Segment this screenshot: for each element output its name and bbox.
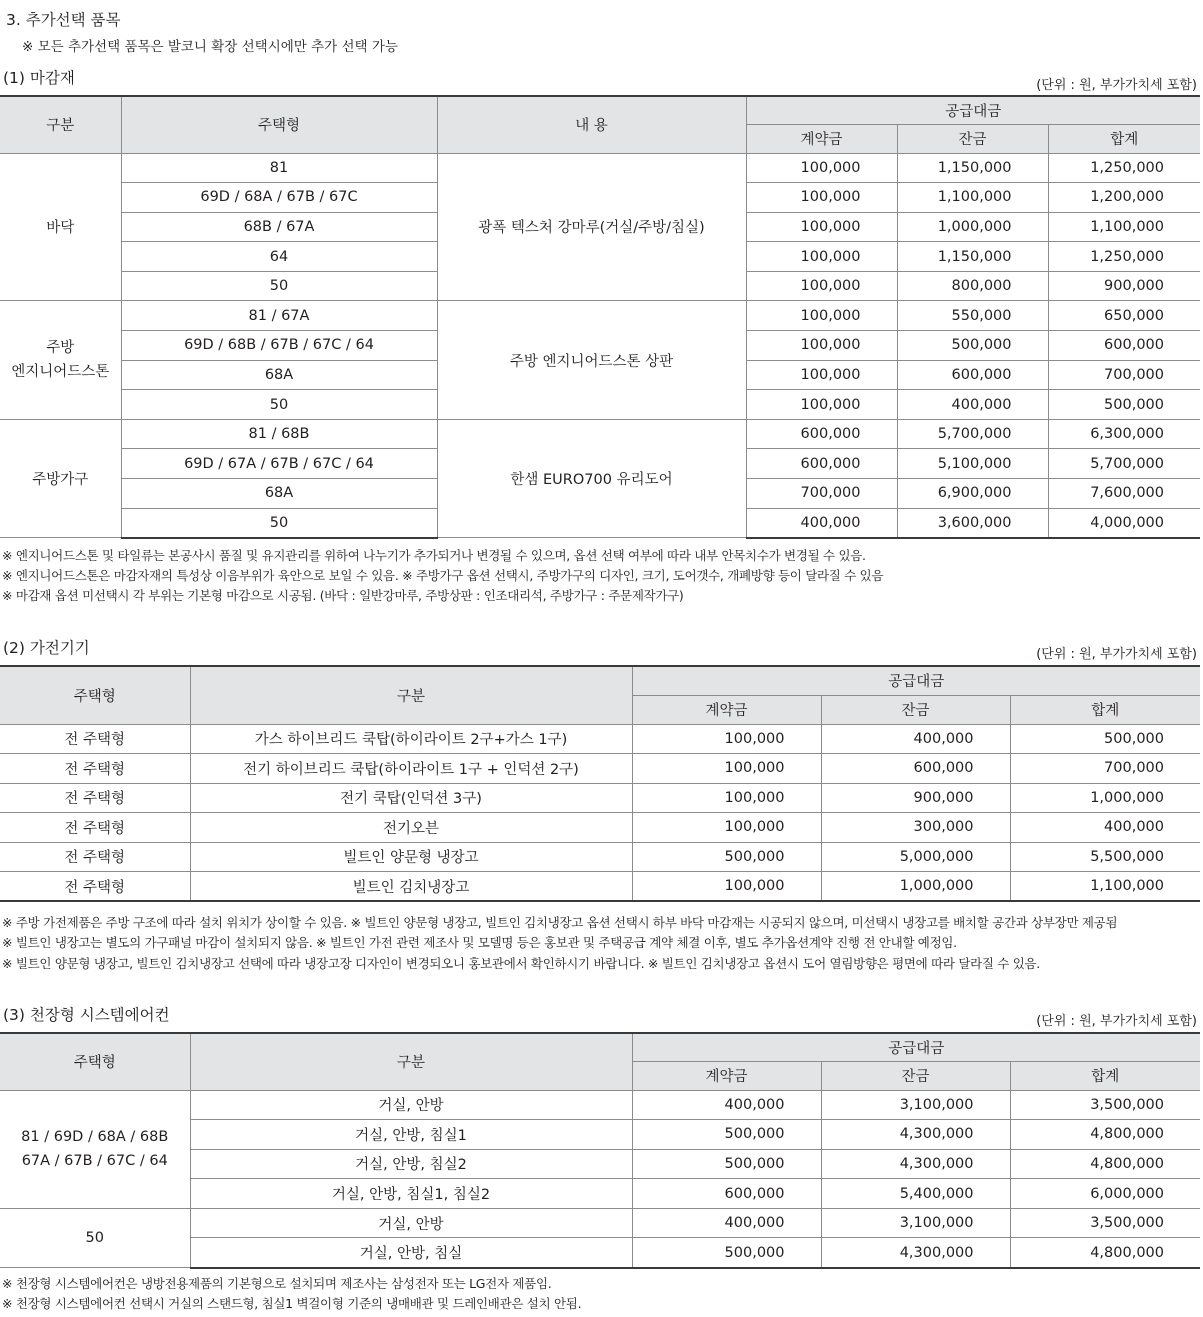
total-cell: 500,000 xyxy=(1048,390,1200,420)
finishes-table xyxy=(0,95,1200,539)
balance-cell: 3,600,000 xyxy=(897,508,1048,538)
contract-cell: 100,000 xyxy=(632,813,821,843)
content-cell: 주방 엔지니어드스톤 상판 xyxy=(437,301,746,419)
footnote: ※ 엔지니어드스톤 및 타일류는 본공사시 품질 및 유지관리를 위하여 나누기가 추가되거나 변경될 수 있으며, 옵션 선택 여부에 따라 내부 안목치수가 변경될 수 있음. xyxy=(2,548,866,563)
header-supply-price: 공급대금 xyxy=(746,96,1200,124)
header-contract: 계약금 xyxy=(746,124,897,153)
contract-cell: 100,000 xyxy=(746,360,897,390)
header-balance: 잔금 xyxy=(821,1061,1010,1090)
contract-cell: 100,000 xyxy=(632,783,821,813)
section-title-air-conditioner: (3) 천장형 시스템에어컨 xyxy=(3,1006,170,1024)
unit-type-cell: 68B / 67A xyxy=(121,212,437,242)
total-cell: 900,000 xyxy=(1048,271,1200,301)
contract-cell: 500,000 xyxy=(632,1238,821,1268)
contract-cell: 500,000 xyxy=(632,842,821,872)
contract-cell: 700,000 xyxy=(746,479,897,509)
unit-type-cell: 전 주택형 xyxy=(0,724,190,754)
contract-cell: 600,000 xyxy=(746,449,897,479)
unit-type-cell: 81 / 67A xyxy=(121,301,437,331)
balance-cell: 1,000,000 xyxy=(897,212,1048,242)
contract-cell: 100,000 xyxy=(746,331,897,361)
balance-cell: 5,400,000 xyxy=(821,1179,1010,1209)
total-cell: 4,800,000 xyxy=(1010,1120,1200,1150)
item-cell: 거실, 안방, 침실1, 침실2 xyxy=(190,1179,632,1209)
category-line: 엔지니어드스톤 xyxy=(11,364,110,381)
category-line: 주방 xyxy=(46,340,75,357)
unit-type-cell: 전 주택형 xyxy=(0,813,190,843)
section-title-finishes: (1) 마감재 xyxy=(3,69,75,87)
header-balance: 잔금 xyxy=(821,695,1010,724)
unit-type-cell: 전 주택형 xyxy=(0,783,190,813)
header-category: 구분 xyxy=(190,666,632,724)
appliances-table xyxy=(0,665,1200,902)
category-cell: 주방가구 xyxy=(0,419,121,537)
air-conditioner-table xyxy=(0,1032,1200,1269)
unit-type-cell: 64 xyxy=(121,242,437,272)
balance-cell: 300,000 xyxy=(821,813,1010,843)
total-cell: 3,500,000 xyxy=(1010,1090,1200,1120)
section-title-appliances: (2) 가전기기 xyxy=(3,639,90,657)
contract-cell: 100,000 xyxy=(632,872,821,902)
total-cell: 7,600,000 xyxy=(1048,479,1200,509)
header-total: 합계 xyxy=(1010,1061,1200,1090)
total-cell: 1,100,000 xyxy=(1010,872,1200,902)
total-cell: 700,000 xyxy=(1010,754,1200,784)
unit-type-cell: 50 xyxy=(121,271,437,301)
balance-cell: 5,000,000 xyxy=(821,842,1010,872)
total-cell: 1,250,000 xyxy=(1048,153,1200,183)
table-row xyxy=(0,754,1200,784)
contract-cell: 100,000 xyxy=(746,212,897,242)
unit-type-cell xyxy=(0,1090,190,1208)
table-row xyxy=(0,419,1200,449)
item-cell: 빌트인 김치냉장고 xyxy=(190,872,632,902)
balance-cell: 800,000 xyxy=(897,271,1048,301)
unit-label: (단위 : 원, 부가가치세 포함) xyxy=(1036,647,1197,662)
table-row xyxy=(0,153,1200,183)
total-cell: 5,500,000 xyxy=(1010,842,1200,872)
table-row xyxy=(0,301,1200,331)
total-cell: 500,000 xyxy=(1010,724,1200,754)
unit-label: (단위 : 원, 부가가치세 포함) xyxy=(1036,78,1197,93)
item-cell: 거실, 안방, 침실2 xyxy=(190,1149,632,1179)
footnote: ※ 빌트인 냉장고는 별도의 가구패널 마감이 설치되지 않음. ※ 빌트인 가전 관련 제조사 및 모델명 등은 홍보관 및 주택공급 계약 체결 이후, 별도 추가옵션계약 진행 전 안내할 예정임. xyxy=(2,935,957,950)
table-row xyxy=(0,724,1200,754)
balance-cell: 600,000 xyxy=(897,360,1048,390)
balance-cell: 400,000 xyxy=(821,724,1010,754)
header-unit-type: 주택형 xyxy=(0,666,190,724)
item-cell: 전기오븐 xyxy=(190,813,632,843)
balance-cell: 3,100,000 xyxy=(821,1208,1010,1238)
page-title: 3. 추가선택 품목 xyxy=(6,11,121,29)
unit-type-cell: 전 주택형 xyxy=(0,754,190,784)
contract-cell: 100,000 xyxy=(746,183,897,213)
footnote: ※ 천장형 시스템에어컨은 냉방전용제품의 기본형으로 설치되며 제조사는 삼성전자 또는 LG전자 제품임. xyxy=(2,1276,552,1291)
footnote: ※ 엔지니어드스톤은 마감자재의 특성상 이음부위가 육안으로 보일 수 있음. ※ 주방가구 옵션 선택시, 주방가구의 디자인, 크기, 도어갯수, 개폐방향 등이 달라질 수 있음 xyxy=(2,568,884,583)
header-unit-type: 주택형 xyxy=(121,96,437,153)
total-cell: 1,250,000 xyxy=(1048,242,1200,272)
total-cell: 5,700,000 xyxy=(1048,449,1200,479)
contract-cell: 100,000 xyxy=(746,301,897,331)
unit-type-cell: 전 주택형 xyxy=(0,872,190,902)
unit-type-cell: 69D / 68A / 67B / 67C xyxy=(121,183,437,213)
total-cell: 6,000,000 xyxy=(1010,1179,1200,1209)
table-row xyxy=(0,813,1200,843)
unit-type-line: 81 / 69D / 68A / 68B xyxy=(21,1129,169,1146)
balance-cell: 1,000,000 xyxy=(821,872,1010,902)
category-cell: 바닥 xyxy=(0,153,121,301)
unit-type-cell: 전 주택형 xyxy=(0,842,190,872)
table-row xyxy=(0,872,1200,902)
header-total: 합계 xyxy=(1010,695,1200,724)
item-cell: 거실, 안방 xyxy=(190,1090,632,1120)
header-content: 내 용 xyxy=(437,96,746,153)
contract-cell: 100,000 xyxy=(746,242,897,272)
footnote: ※ 천장형 시스템에어컨 선택시 거실의 스탠드형, 침실1 벽걸이형 기준의 냉매배관 및 드레인배관은 설치 안됨. xyxy=(2,1296,582,1311)
item-cell: 전기 하이브리드 쿡탑(하이라이트 1구 + 인덕션 2구) xyxy=(190,754,632,784)
header-supply-price: 공급대금 xyxy=(632,666,1200,695)
contract-cell: 100,000 xyxy=(746,271,897,301)
item-cell: 거실, 안방, 침실1 xyxy=(190,1120,632,1150)
table-row xyxy=(0,783,1200,813)
unit-type-cell: 81 / 68B xyxy=(121,419,437,449)
unit-type-cell: 68A xyxy=(121,479,437,509)
unit-type-cell: 50 xyxy=(121,508,437,538)
footnote: ※ 빌트인 양문형 냉장고, 빌트인 김치냉장고 선택에 따라 냉장고장 디자인이 변경되오니 홍보관에서 확인하시기 바랍니다. ※ 빌트인 김치냉장고 옵션시 도어 열림방향은 평면에 따라 달라질 수 있음. xyxy=(2,956,1040,971)
total-cell: 4,000,000 xyxy=(1048,508,1200,538)
footnote: ※ 주방 가전제품은 주방 구조에 따라 설치 위치가 상이할 수 있음. ※ 빌트인 양문형 냉장고, 빌트인 김치냉장고 옵션 선택시 하부 바닥 마감재는 시공되지 않으며, 미선택시 냉장고를 배치할 공간과 상부장만 제공됨 xyxy=(2,915,1118,930)
category-cell xyxy=(0,301,121,419)
contract-cell: 400,000 xyxy=(746,508,897,538)
balance-cell: 3,100,000 xyxy=(821,1090,1010,1120)
balance-cell: 1,150,000 xyxy=(897,153,1048,183)
header-contract: 계약금 xyxy=(632,695,821,724)
total-cell: 600,000 xyxy=(1048,331,1200,361)
total-cell: 1,200,000 xyxy=(1048,183,1200,213)
contract-cell: 500,000 xyxy=(632,1120,821,1150)
header-supply-price: 공급대금 xyxy=(632,1033,1200,1061)
table-row xyxy=(0,842,1200,872)
contract-cell: 100,000 xyxy=(632,754,821,784)
content-cell: 한샘 EURO700 유리도어 xyxy=(437,419,746,537)
balance-cell: 550,000 xyxy=(897,301,1048,331)
unit-type-cell: 69D / 68B / 67B / 67C / 64 xyxy=(121,331,437,361)
contract-cell: 100,000 xyxy=(746,153,897,183)
contract-cell: 100,000 xyxy=(632,724,821,754)
page-subtitle: ※ 모든 추가선택 품목은 발코니 확장 선택시에만 추가 선택 가능 xyxy=(22,39,398,55)
item-cell: 전기 쿡탑(인덕션 3구) xyxy=(190,783,632,813)
header-contract: 계약금 xyxy=(632,1061,821,1090)
content-cell: 광폭 텍스처 강마루(거실/주방/침실) xyxy=(437,153,746,301)
total-cell: 6,300,000 xyxy=(1048,419,1200,449)
balance-cell: 5,700,000 xyxy=(897,419,1048,449)
balance-cell: 600,000 xyxy=(821,754,1010,784)
contract-cell: 100,000 xyxy=(746,390,897,420)
contract-cell: 400,000 xyxy=(632,1090,821,1120)
total-cell: 700,000 xyxy=(1048,360,1200,390)
balance-cell: 900,000 xyxy=(821,783,1010,813)
unit-type-cell: 69D / 67A / 67B / 67C / 64 xyxy=(121,449,437,479)
table-row xyxy=(0,1090,1200,1120)
balance-cell: 4,300,000 xyxy=(821,1149,1010,1179)
balance-cell: 4,300,000 xyxy=(821,1238,1010,1268)
unit-type-cell: 50 xyxy=(0,1208,190,1267)
balance-cell: 5,100,000 xyxy=(897,449,1048,479)
header-category: 구분 xyxy=(0,96,121,153)
total-cell: 400,000 xyxy=(1010,813,1200,843)
balance-cell: 1,100,000 xyxy=(897,183,1048,213)
item-cell: 가스 하이브리드 쿡탑(하이라이트 2구+가스 1구) xyxy=(190,724,632,754)
balance-cell: 1,150,000 xyxy=(897,242,1048,272)
total-cell: 3,500,000 xyxy=(1010,1208,1200,1238)
total-cell: 1,000,000 xyxy=(1010,783,1200,813)
header-balance: 잔금 xyxy=(897,124,1048,153)
balance-cell: 500,000 xyxy=(897,331,1048,361)
unit-type-cell: 50 xyxy=(121,390,437,420)
header-category: 구분 xyxy=(190,1033,632,1090)
contract-cell: 400,000 xyxy=(632,1208,821,1238)
item-cell: 빌트인 양문형 냉장고 xyxy=(190,842,632,872)
total-cell: 4,800,000 xyxy=(1010,1238,1200,1268)
header-unit-type: 주택형 xyxy=(0,1033,190,1090)
unit-type-line: 67A / 67B / 67C / 64 xyxy=(21,1153,168,1170)
footnote: ※ 마감재 옵션 미선택시 각 부위는 기본형 마감으로 시공됨. (바닥 : 일반강마루, 주방상판 : 인조대리석, 주방가구 : 주문제작가구) xyxy=(2,588,684,603)
balance-cell: 6,900,000 xyxy=(897,479,1048,509)
table-row xyxy=(0,1208,1200,1238)
total-cell: 1,100,000 xyxy=(1048,212,1200,242)
total-cell: 650,000 xyxy=(1048,301,1200,331)
balance-cell: 400,000 xyxy=(897,390,1048,420)
contract-cell: 600,000 xyxy=(632,1179,821,1209)
header-total: 합계 xyxy=(1048,124,1200,153)
unit-type-cell: 68A xyxy=(121,360,437,390)
item-cell: 거실, 안방 xyxy=(190,1208,632,1238)
contract-cell: 500,000 xyxy=(632,1149,821,1179)
balance-cell: 4,300,000 xyxy=(821,1120,1010,1150)
total-cell: 4,800,000 xyxy=(1010,1149,1200,1179)
contract-cell: 600,000 xyxy=(746,419,897,449)
unit-type-cell: 81 xyxy=(121,153,437,183)
item-cell: 거실, 안방, 침실 xyxy=(190,1238,632,1268)
unit-label: (단위 : 원, 부가가치세 포함) xyxy=(1036,1014,1197,1029)
